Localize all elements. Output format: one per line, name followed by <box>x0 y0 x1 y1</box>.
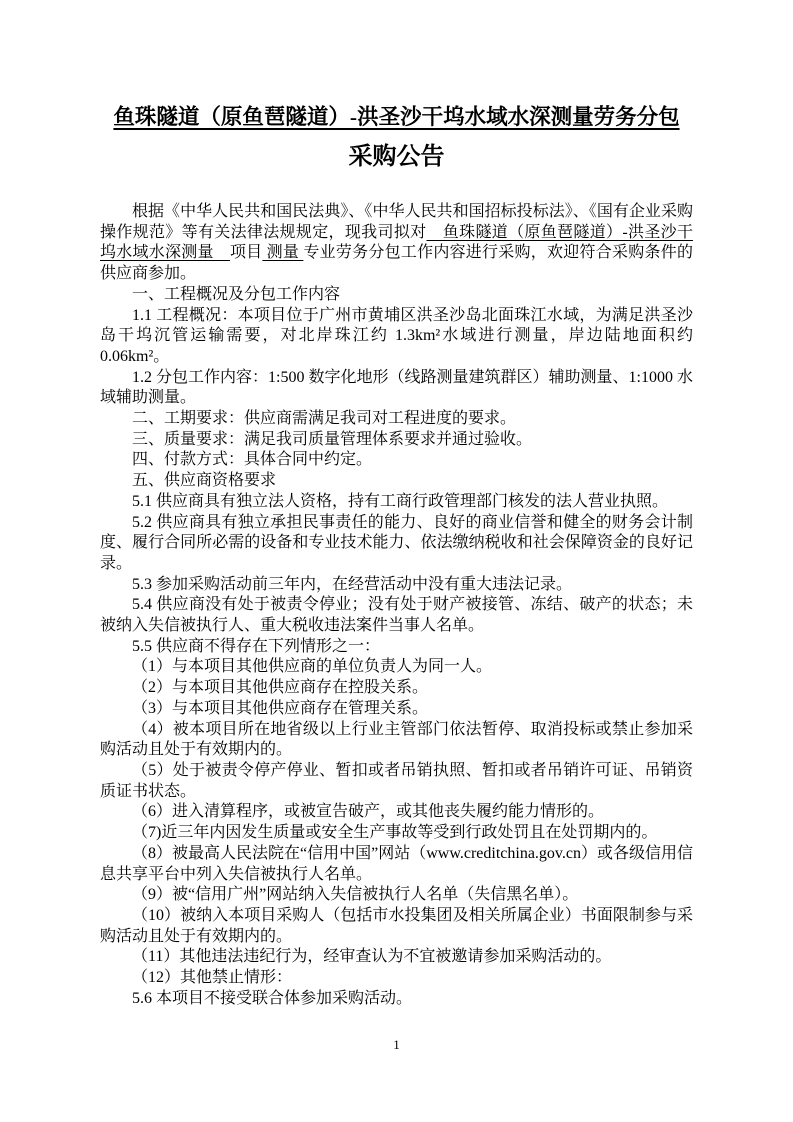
text-segment: （5）处于被责令停产停业、暂扣或者吊销执照、暂扣或者吊销许可证、吊销资质证书状态。 <box>100 761 693 800</box>
paragraph <box>100 285 693 306</box>
text-segment: 专业劳务分包工作内容进行采购，欢迎符合采购条件的供应商参加。 <box>100 244 693 283</box>
text-segment: 5.3 参加采购活动前三年内，在经营活动中没有重大违法记录。 <box>132 575 573 593</box>
text-segment: 三、质量要求：满足我司质量管理体系要求并通过验收。 <box>132 430 533 448</box>
paragraph <box>100 823 693 844</box>
paragraph <box>100 657 693 678</box>
text-segment: （1）与本项目其他供应商的单位负责人为同一人。 <box>132 658 493 676</box>
text-segment: 5.2 供应商具有独立承担民事责任的能力、良好的商业信誉和健全的财务会计制度、履行合同所必需的设备和专业技术能力、依法缴纳税收和社会保障资金的良好记录。 <box>100 513 693 572</box>
text-segment: （11）其他违法违纪行为，经审查认为不宜被邀请参加采购活动的。 <box>132 948 612 966</box>
document-content <box>100 103 693 1009</box>
paragraph <box>100 989 693 1010</box>
paragraph <box>100 202 693 285</box>
text-segment: （2）与本项目其他供应商存在控股关系。 <box>132 679 429 697</box>
document-title-line1: 鱼珠隧道（原鱼琶隧道）-洪圣沙干坞水域水深测量劳务分包 <box>113 105 680 129</box>
paragraph <box>100 409 693 430</box>
page-number: 1 <box>393 1037 400 1052</box>
text-segment: 二、工期要求：供应商需满足我司对工程进度的要求。 <box>132 410 517 428</box>
paragraph <box>100 368 693 409</box>
document-body <box>100 202 693 1009</box>
text-segment: 一、工程概况及分包工作内容 <box>132 285 341 303</box>
paragraph <box>100 947 693 968</box>
text-segment: 项目 <box>229 244 263 262</box>
text-segment: （6）进入清算程序，或被宣告破产，或其他丧失履约能力情形的。 <box>132 803 605 821</box>
paragraph <box>100 906 693 947</box>
text-segment: 5.1 供应商具有独立法人资格，持有工商行政管理部门核发的法人营业执照。 <box>132 492 669 510</box>
paragraph <box>100 699 693 720</box>
paragraph <box>100 492 693 513</box>
paragraph <box>100 575 693 596</box>
paragraph <box>100 430 693 451</box>
text-segment: 5.5 供应商不得存在下列情形之一： <box>132 637 381 655</box>
text-segment: 五、供应商资格要求 <box>132 472 277 490</box>
document-title-line2: 采购公告 <box>348 144 445 170</box>
text-segment: （4）被本项目所在地省级以上行业主管部门依法暂停、取消投标或禁止参加采购活动且处于有效期内的。 <box>100 720 693 759</box>
paragraph <box>100 306 693 368</box>
paragraph <box>100 802 693 823</box>
paragraph <box>100 513 693 575</box>
page-footer <box>0 1036 793 1054</box>
text-segment: （12）其他禁止情形： <box>132 969 293 987</box>
paragraph <box>100 678 693 699</box>
text-segment: 1.2 分包工作内容：1:500 数字化地形（线路测量建筑群区）辅助测量、1:1000 水域辅助测量。 <box>100 368 693 407</box>
underlined-text: 鱼珠隧道（原鱼琶隧道）-洪圣沙干坞水域水深测量 <box>100 223 693 262</box>
paragraph <box>100 471 693 492</box>
underlined-text: 测量 <box>262 244 304 262</box>
text-segment: （10）被纳入本项目采购人（包括市水投集团及相关所属企业）书面限制参与采购活动且处于有效期内的。 <box>100 906 693 945</box>
paragraph <box>100 720 693 761</box>
text-segment: （9）被“信用广州”网站纳入失信被执行人名单（失信黑名单）。 <box>132 886 579 904</box>
paragraph <box>100 968 693 989</box>
text-segment: 5.4 供应商没有处于被责令停业；没有处于财产被接管、冻结、破产的状态；未被纳入失信被执行人、重大税收违法案件当事人名单。 <box>100 596 693 635</box>
paragraph <box>100 885 693 906</box>
paragraph <box>100 595 693 636</box>
paragraph <box>100 844 693 885</box>
text-segment: 根据《中华人民共和国民法典》、《中华人民共和国招标投标法》、《国有企业采购操作规范》等有关法律法规规定，现我司拟对 <box>100 203 693 241</box>
text-segment: 四、付款方式：具体合同中约定。 <box>132 451 373 469</box>
text-segment: （8）被最高人民法院在“信用中国”网站（www.creditchina.gov.cn）或各级信用信息共享平台中列入失信被执行人名单。 <box>100 844 693 883</box>
text-segment: 5.6 本项目不接受联合体参加采购活动。 <box>132 989 413 1007</box>
paragraph <box>100 450 693 471</box>
text-segment: （3）与本项目其他供应商存在管理关系。 <box>132 699 429 717</box>
paragraph <box>100 761 693 802</box>
paragraph <box>100 637 693 658</box>
text-segment: 1.1 工程概况：本项目位于广州市黄埔区洪圣沙岛北面珠江水域，为满足洪圣沙岛干坞沉管运输需要，对北岸珠江约 1.3km²水域进行测量，岸边陆地面积约 0.06km²。 <box>100 306 693 365</box>
text-segment: （7)近三年内因发生质量或安全生产事故等受到行政处罚且在处罚期内的。 <box>132 824 658 842</box>
